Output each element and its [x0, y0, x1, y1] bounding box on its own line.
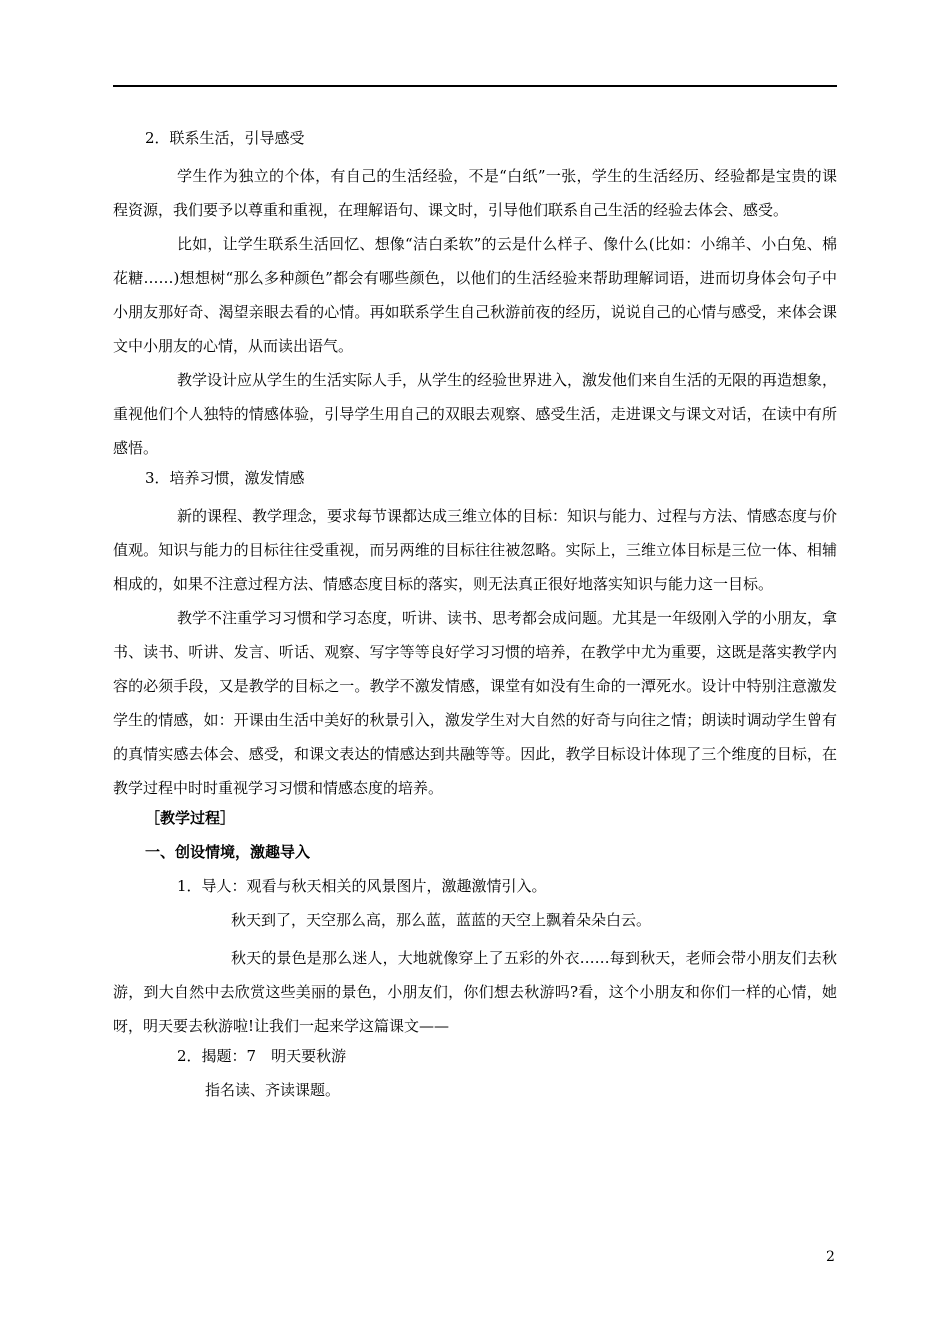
paragraph: 比如，让学生联系生活回忆、想像“洁白柔软”的云是什么样子、像什么(比如：小绵羊、小白兔、棉花糖……)想想树“那么多种颜色”都会有哪些颜色，以他们的生活经验来帮助理解词语，进而切身体会句子中小朋友那好奇、渴望亲眼去看的心情。再如联系学生自己秋游前夜的经历，说说自己的心情与感受，来体会课文中小朋友的心情，从而读出语气。: [113, 235, 837, 355]
step-item: 2．揭题：7 明天要秋游: [177, 1047, 347, 1065]
section-heading: 3．培养习惯，激发情感: [145, 469, 305, 487]
page-number: 2: [826, 1249, 835, 1265]
step-text: 秋天到了，天空那么高，那么蓝，蓝蓝的天空上飘着朵朵白云。: [231, 911, 652, 929]
step-item: 1．导人：观看与秋天相关的风景图片，激趣激情引入。: [177, 877, 547, 895]
paragraph: 新的课程、教学理念，要求每节课都达成三维立体的目标：知识与能力、过程与方法、情感态度与价值观。知识与能力的目标往往受重视，而另两维的目标往往被忽略。实际上，三维立体目标是三位一体、相辅相成的，如果不注意过程方法、情感态度目标的落实，则无法真正很好地落实知识与能力这一目标。: [113, 507, 838, 593]
part-heading: 一、创设情境，激趣导入: [145, 843, 311, 861]
section-heading: 2．联系生活，引导感受: [145, 129, 305, 147]
paragraph: 教学设计应从学生的生活实际人手，从学生的经验世界进入，激发他们来自生活的无限的再造想象，重视他们个人独特的情感体验，引导学生用自己的双眼去观察、感受生活，走进课文与课文对话，在读中有所感悟。: [113, 371, 838, 457]
paragraph: 秋天的景色是那么迷人，大地就像穿上了五彩的外衣……每到秋天，老师会带小朋友们去秋游，到大自然中去欣赏这些美丽的景色，小朋友们，你们想去秋游吗?看，这个小朋友和你们一样的心情，她呀，明天要去秋游啦!让我们一起来学这篇课文——: [113, 949, 837, 1035]
step-text: 指名读、齐读课题。: [205, 1081, 341, 1099]
process-title: ［教学过程］: [145, 809, 236, 827]
document-body: [113, 125, 837, 1111]
paragraph: 教学不注重学习习惯和学习态度，听讲、读书、思考都会成问题。尤其是一年级刚入学的小朋友，拿书、读书、听讲、发言、听话、观察、写字等等良好学习习惯的培养，在教学中尤为重要，这既是落实教学内容的必须手段，又是教学的目标之一。教学不激发情感，课堂有如没有生命的一潭死水。设计中特别注意激发学生的情感，如：开课由生活中美好的秋景引入，激发学生对大自然的好奇与向往之情；朗读时调动学生曾有的真情实感去体会、感受，和课文表达的情感达到共融等等。因此，教学目标设计体现了三个维度的目标，在教学过程中时时重视学习习惯和情感态度的培养。: [113, 609, 838, 797]
header-rule: [113, 85, 837, 87]
paragraph: 学生作为独立的个体，有自己的生活经验，不是“白纸”一张，学生的生活经历、经验都是宝贵的课程资源，我们要予以尊重和重视，在理解语句、课文时，引导他们联系自己生活的经验去体会、感受。: [113, 167, 837, 219]
